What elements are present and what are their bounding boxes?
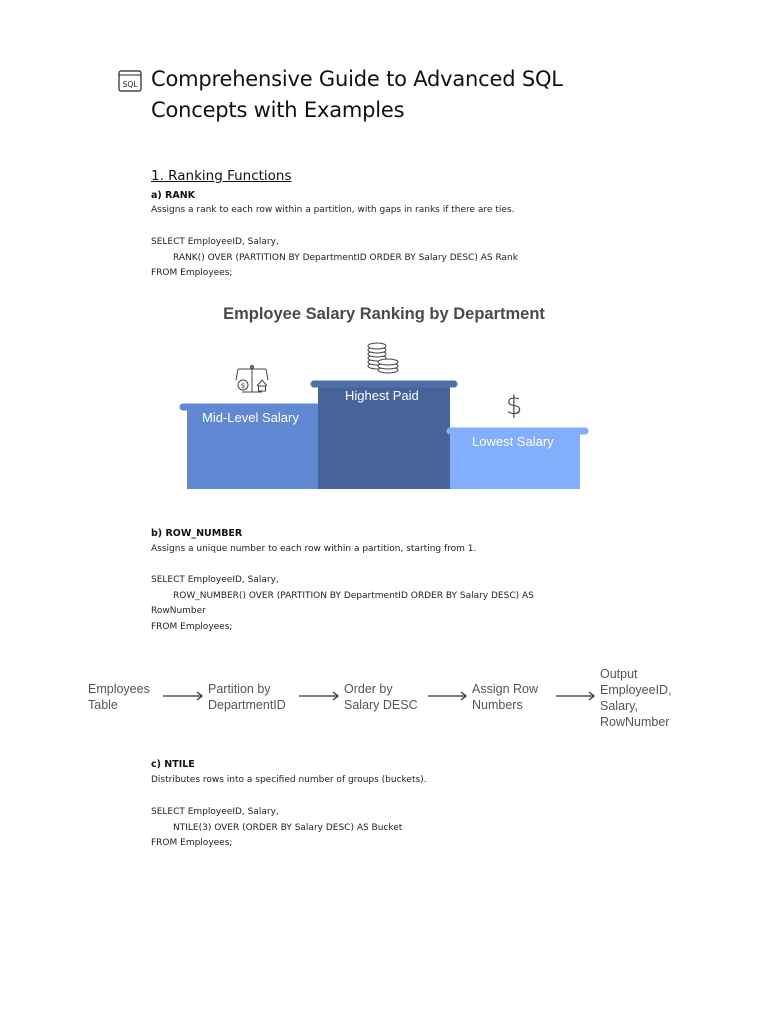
flow-arrow-icon — [163, 692, 202, 700]
dollar-icon — [506, 391, 523, 421]
flow-node-line: Salary, — [600, 699, 638, 713]
coin-stack-icon — [368, 343, 398, 373]
svg-text:SQL: SQL — [122, 80, 138, 89]
flow-arrow-icon — [428, 692, 466, 700]
document-title-line-2: Concepts with Examples — [151, 98, 405, 122]
flow-arrow-icon — [299, 692, 338, 700]
svg-text:$: $ — [505, 391, 523, 421]
ntile-code-block — [151, 805, 591, 852]
ntile-description: Distributes rows into a specified number of groups (buckets). — [151, 775, 427, 785]
flow-node-order — [344, 681, 418, 713]
row-number-heading: b) ROW_NUMBER — [151, 528, 243, 539]
flow-node-line: RowNumber — [600, 715, 670, 729]
podium-label-lowest: Lowest Salary — [472, 434, 554, 449]
code-line: RANK() OVER (PARTITION BY DepartmentID ORDER BY Salary DESC) AS Rank — [173, 252, 518, 263]
code-line: ROW_NUMBER() OVER (PARTITION BY DepartmentID ORDER BY Salary DESC) AS RowNumber — [151, 590, 534, 617]
document-title-line-1: Comprehensive Guide to Advanced SQL — [151, 67, 563, 91]
flow-node-partition — [208, 681, 286, 713]
code-line: SELECT EmployeeID, Salary, — [151, 237, 279, 247]
flow-node-assign — [472, 681, 538, 713]
rank-description: Assigns a rank to each row within a partition, with gaps in ranks if there are ties. — [151, 205, 515, 215]
row-number-code-block — [151, 573, 581, 635]
svg-text:$: $ — [240, 382, 246, 390]
flow-node-line: Order by — [344, 682, 393, 696]
podium-label-highest: Highest Paid — [345, 388, 419, 403]
flow-node-line: Table — [88, 698, 118, 712]
flow-arrow-icon — [556, 692, 594, 700]
flow-node-line: Numbers — [472, 698, 523, 712]
section-heading-ranking-functions: 1. Ranking Functions — [151, 168, 292, 184]
flow-node-line: Salary DESC — [344, 698, 418, 712]
flow-node-output — [600, 666, 672, 730]
balance-scale-money-house-icon — [236, 365, 268, 392]
code-line: NTILE(3) OVER (ORDER BY Salary DESC) AS Bucket — [173, 822, 403, 833]
flow-node-line: Partition by — [208, 682, 271, 696]
row-number-description: Assigns a unique number to each row within a partition, starting from 1. — [151, 544, 477, 554]
code-line: FROM Employees; — [151, 268, 233, 279]
flow-node-employees-table — [88, 681, 150, 713]
code-line: SELECT EmployeeID, Salary, — [151, 807, 279, 817]
code-line: SELECT EmployeeID, Salary, — [151, 575, 279, 585]
rank-heading: a) RANK — [151, 190, 196, 201]
code-line: FROM Employees; — [151, 621, 233, 632]
flow-node-line: Employees — [88, 682, 150, 696]
flow-node-line: Output — [600, 667, 638, 681]
ntile-heading: c) NTILE — [151, 759, 195, 770]
ranking-chart-title: Employee Salary Ranking by Department — [223, 305, 545, 323]
flow-node-line: EmployeeID, — [600, 683, 672, 697]
podium-label-mid-level: Mid-Level Salary — [202, 410, 299, 425]
code-line: FROM Employees; — [151, 838, 233, 849]
flow-node-line: Assign Row — [472, 682, 538, 696]
flow-node-line: DepartmentID — [208, 698, 286, 712]
